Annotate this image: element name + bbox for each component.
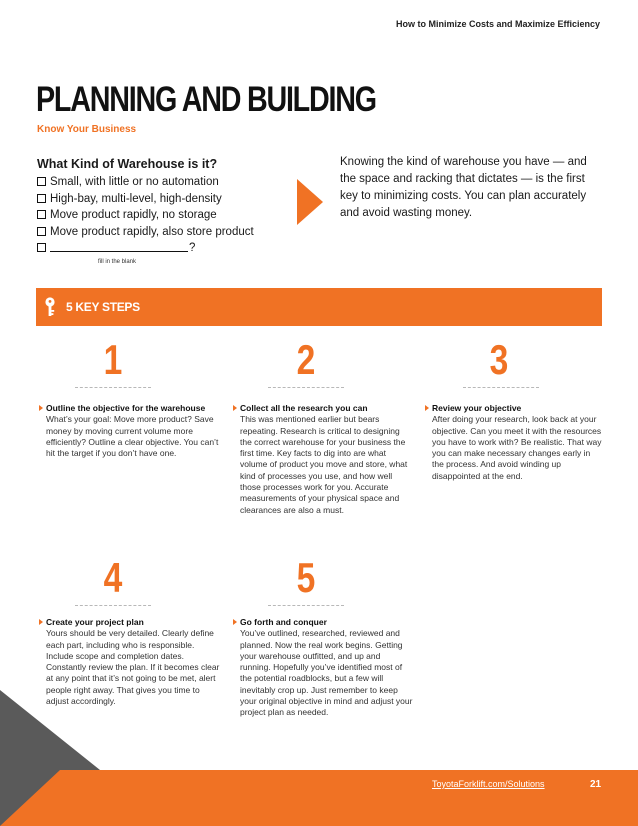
checkbox-icon	[37, 227, 46, 236]
banner-label: 5 KEY STEPS	[66, 300, 140, 314]
running-header: How to Minimize Costs and Maximize Efficiency	[395, 19, 600, 29]
step-2	[240, 403, 413, 516]
step-body: Yours should be very detailed. Clearly define each part, including who is responsible. Include scope and completion dates. Constantly review the plan. If it becomes clear at any point that it’s not going to be met, alert people right away. That gives you time to adjust accordingly.	[46, 628, 220, 707]
step-title: Create your project plan	[46, 617, 144, 627]
bullet-arrow-icon	[233, 405, 237, 411]
page-title: PLANNING AND BUILDING	[36, 80, 376, 119]
step-body: After doing your research, look back at your objective. Can you meet it with the resources you have to work with? Be realistic. That way you can make necessary changes early in the process. And avoid winding up disappointed at the end.	[432, 414, 602, 481]
step-number: 5	[296, 554, 316, 601]
dashed-divider	[268, 387, 344, 388]
checklist-item: Small, with little or no automation	[37, 174, 292, 191]
dashed-divider	[75, 387, 151, 388]
bullet-arrow-icon	[39, 405, 43, 411]
section-subtitle: Know Your Business	[37, 124, 137, 135]
page-number: 21	[590, 779, 602, 790]
bullet-arrow-icon	[425, 405, 429, 411]
arrow-right-icon	[297, 179, 323, 225]
checklist-item-blank: ?	[37, 240, 292, 257]
step-3	[432, 403, 604, 482]
step-number: 2	[296, 336, 316, 383]
checklist-item: Move product rapidly, also store product	[37, 224, 292, 241]
step-title: Outline the objective for the warehouse	[46, 403, 206, 413]
checklist-title: What Kind of Warehouse is it?	[37, 157, 218, 171]
dashed-divider	[463, 387, 539, 388]
step-5	[240, 617, 413, 719]
checkbox-icon	[37, 210, 46, 219]
warehouse-type-checklist	[37, 157, 292, 265]
step-1	[46, 403, 221, 459]
step-number: 3	[489, 336, 509, 383]
checkbox-icon	[37, 243, 46, 252]
key-icon	[44, 297, 58, 317]
bullet-arrow-icon	[233, 619, 237, 625]
footer-website-link[interactable]: ToyotaForklift.com/Solutions	[432, 779, 545, 789]
step-number: 1	[103, 336, 123, 383]
step-number: 4	[103, 554, 123, 601]
checkbox-icon	[37, 177, 46, 186]
blank-line	[50, 241, 188, 252]
step-title: Go forth and conquer	[240, 617, 327, 627]
checklist-item: Move product rapidly, no storage	[37, 207, 292, 224]
bullet-arrow-icon	[39, 619, 43, 625]
checkbox-icon	[37, 194, 46, 203]
step-body: You’ve outlined, researched, reviewed and planned. Now the real work begins. Getting your warehouse outfitted, and up and running. Hopefully you’ve identified most of the potential roadblocks, but a few will inevitably crop up. Just remember to keep your original objective in mind and adjust your project plan as needed.	[240, 628, 413, 718]
checklist-item: High-bay, multi-level, high-density	[37, 191, 292, 208]
step-body: This was mentioned earlier but bears repeating. Research is critical to designing the correct warehouse for your business the first time. Key facts to dig into are what volume of product you move and store, what kind of processes you use, and how well those processes work for you. Accurate measurements of your physical space and clearances are also a must.	[240, 414, 408, 515]
intro-paragraph: Knowing the kind of warehouse you have — and the space and racking that dictates — is the first key to minimizing costs. You can plan accurately and avoid wasting money.	[340, 156, 587, 219]
dashed-divider	[268, 605, 344, 606]
footer-corner-shape	[0, 770, 60, 826]
dashed-divider	[75, 605, 151, 606]
blank-caption: fill in the blank	[98, 258, 137, 265]
step-title: Collect all the research you can	[240, 403, 368, 413]
step-body: What’s your goal: Move more product? Save money by moving current volume more efficiently? Outline a clear objective. You can’t hit the target if you don’t have one.	[46, 414, 219, 459]
key-steps-banner	[36, 288, 602, 326]
step-title: Review your objective	[432, 403, 522, 413]
